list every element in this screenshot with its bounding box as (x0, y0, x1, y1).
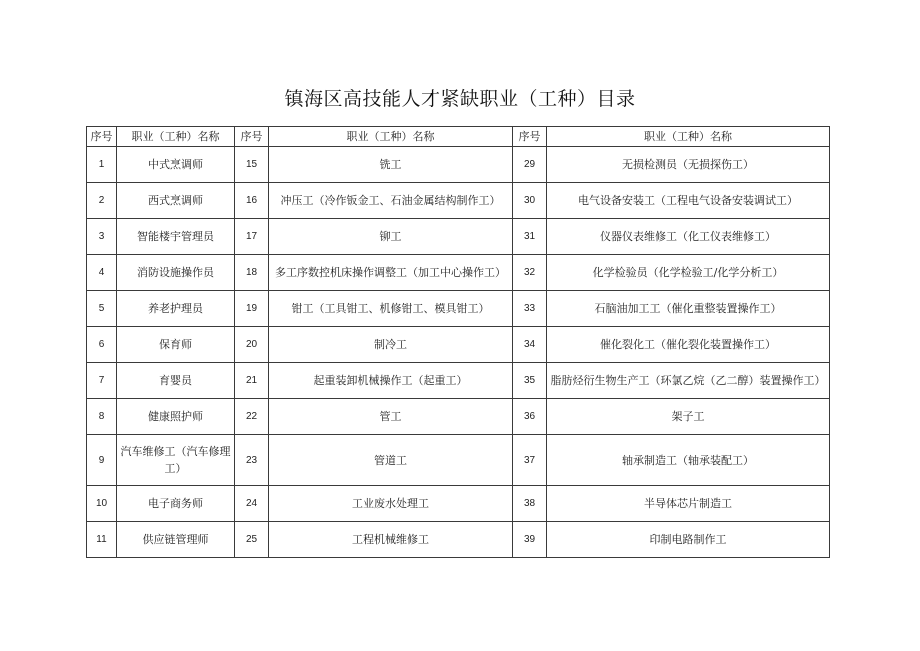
cell-index: 21 (235, 363, 269, 399)
header-name-1: 职业（工种）名称 (117, 127, 235, 147)
occupation-table (86, 126, 830, 558)
cell-occupation: 无损检测员（无损探伤工） (547, 147, 830, 183)
cell-occupation: 消防设施操作员 (117, 255, 235, 291)
cell-occupation: 工业废水处理工 (269, 486, 513, 522)
cell-index: 25 (235, 522, 269, 558)
cell-index: 6 (87, 327, 117, 363)
cell-index: 7 (87, 363, 117, 399)
cell-occupation: 管工 (269, 399, 513, 435)
table-row (87, 522, 830, 558)
cell-index: 1 (87, 147, 117, 183)
cell-index: 22 (235, 399, 269, 435)
cell-occupation: 轴承制造工（轴承装配工） (547, 435, 830, 486)
cell-index: 29 (513, 147, 547, 183)
cell-occupation: 养老护理员 (117, 291, 235, 327)
table-row (87, 255, 830, 291)
table-header-row (87, 127, 830, 147)
cell-occupation: 铆工 (269, 219, 513, 255)
cell-occupation: 供应链管理师 (117, 522, 235, 558)
cell-occupation: 管道工 (269, 435, 513, 486)
cell-occupation: 冲压工（冷作钣金工、石油金属结构制作工） (269, 183, 513, 219)
cell-occupation: 育婴员 (117, 363, 235, 399)
cell-index: 15 (235, 147, 269, 183)
cell-index: 11 (87, 522, 117, 558)
cell-index: 30 (513, 183, 547, 219)
cell-occupation: 西式烹调师 (117, 183, 235, 219)
table-row (87, 363, 830, 399)
table-row (87, 435, 830, 486)
table-row (87, 399, 830, 435)
cell-index: 23 (235, 435, 269, 486)
cell-occupation: 铣工 (269, 147, 513, 183)
cell-index: 9 (87, 435, 117, 486)
cell-occupation: 石脑油加工工（催化重整装置操作工） (547, 291, 830, 327)
cell-occupation: 电子商务师 (117, 486, 235, 522)
page-title: 镇海区高技能人才紧缺职业（工种）目录 (284, 88, 636, 110)
cell-occupation: 起重装卸机械操作工（起重工） (269, 363, 513, 399)
cell-index: 33 (513, 291, 547, 327)
cell-occupation: 仪器仪表维修工（化工仪表维修工） (547, 219, 830, 255)
cell-index: 19 (235, 291, 269, 327)
header-index-3: 序号 (513, 127, 547, 147)
cell-occupation: 工程机械维修工 (269, 522, 513, 558)
header-index-1: 序号 (87, 127, 117, 147)
cell-index: 8 (87, 399, 117, 435)
cell-occupation: 电气设备安装工（工程电气设备安装调试工） (547, 183, 830, 219)
cell-index: 37 (513, 435, 547, 486)
cell-index: 2 (87, 183, 117, 219)
cell-occupation: 保育师 (117, 327, 235, 363)
cell-index: 10 (87, 486, 117, 522)
cell-occupation: 半导体芯片制造工 (547, 486, 830, 522)
cell-occupation: 脂肪烃衍生物生产工（环氯乙烷（乙二醇）装置操作工） (547, 363, 830, 399)
cell-index: 24 (235, 486, 269, 522)
cell-occupation: 多工序数控机床操作调整工（加工中心操作工） (269, 255, 513, 291)
cell-index: 3 (87, 219, 117, 255)
cell-occupation: 化学检验员（化学检验工/化学分析工） (547, 255, 830, 291)
cell-occupation: 催化裂化工（催化裂化装置操作工） (547, 327, 830, 363)
table-row (87, 183, 830, 219)
table-row (87, 291, 830, 327)
table-row (87, 147, 830, 183)
cell-occupation: 钳工（工具钳工、机修钳工、模具钳工） (269, 291, 513, 327)
header-index-2: 序号 (235, 127, 269, 147)
cell-index: 39 (513, 522, 547, 558)
table-row (87, 219, 830, 255)
cell-index: 18 (235, 255, 269, 291)
header-name-2: 职业（工种）名称 (269, 127, 513, 147)
header-name-3: 职业（工种）名称 (547, 127, 830, 147)
cell-index: 32 (513, 255, 547, 291)
cell-occupation: 汽车维修工（汽车修理工） (117, 435, 235, 486)
cell-index: 5 (87, 291, 117, 327)
table-row (87, 486, 830, 522)
cell-index: 38 (513, 486, 547, 522)
cell-occupation: 架子工 (547, 399, 830, 435)
cell-index: 34 (513, 327, 547, 363)
cell-occupation: 健康照护师 (117, 399, 235, 435)
cell-index: 4 (87, 255, 117, 291)
cell-occupation: 印制电路制作工 (547, 522, 830, 558)
cell-index: 35 (513, 363, 547, 399)
cell-index: 17 (235, 219, 269, 255)
table-row (87, 327, 830, 363)
cell-occupation: 中式烹调师 (117, 147, 235, 183)
cell-index: 36 (513, 399, 547, 435)
cell-index: 31 (513, 219, 547, 255)
cell-occupation: 制冷工 (269, 327, 513, 363)
cell-index: 16 (235, 183, 269, 219)
cell-occupation: 智能楼宇管理员 (117, 219, 235, 255)
cell-index: 20 (235, 327, 269, 363)
